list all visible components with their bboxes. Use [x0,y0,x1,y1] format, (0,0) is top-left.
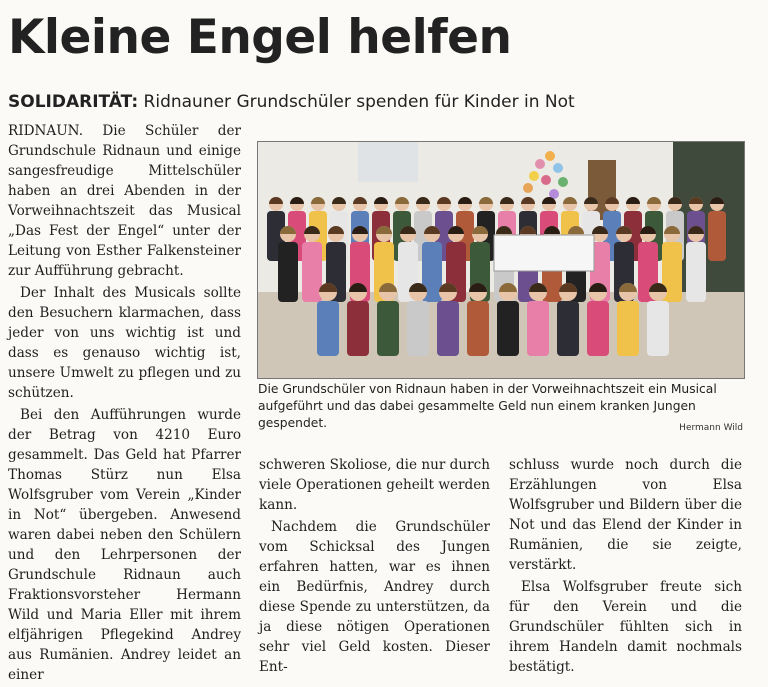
paragraph-intro: RIDNAUN. Die Schüler der Grundschule Ridnaun und einige sangesfreudige Mittelschüler haben an drei Abenden in der Vorweihnachtszeit das Musical „Das Fest der Engel“ unter der Leitung von Esther Falkensteiner zur Aufführung gebracht. [8,123,241,279]
paragraph: Nachdem die Grundschüler vom Schicksal des Jungen erfahren hatten, war es ihnen ein Bedürfnis, Andrey durch diese Spende zu unterstützen, da ja diese nötigen Operationen sehr viel Geld kosten. Dieser Ent- [259,519,490,675]
child-figure-body [708,211,726,261]
headline: Kleine Engel helfen [8,10,512,65]
child-figure-body [557,301,579,356]
article-column-2 [259,455,490,679]
paragraph: schluss wurde noch durch die Erzählungen von Elsa Wolfsgruber und Bildern über die Not und das Elend der Kinder in Rumänien, die sie zeigte, verstärkt. [509,457,742,573]
kicker: SOLIDARITÄT: [8,92,139,112]
child-figure-body [437,301,459,356]
paragraph: Der Inhalt des Musicals sollte den Besuchern klarmachen, dass jeder von uns wichtig ist und dass es genauso wichtig ist, unsere Umwelt zu pflegen und zu schützen. [8,285,241,401]
group-photo-illustration [258,142,744,378]
child-figure-body [407,301,429,356]
child-figure-body [278,242,298,302]
child-figure-body [647,301,669,356]
child-figure-body [467,301,489,356]
child-figure-body [302,242,322,302]
article-column-1 [8,121,241,687]
paragraph: Bei den Aufführungen wurde der Betrag von 4210 Euro gesammelt. Das Geld hat Pfarrer Thomas Stürz nun Elsa Wolfsgruber vom Verein „Kinder in Not“ übergeben. Anwesend waren dabei neben den Schülern und den Lehrpersonen der Grundschule Ridnaun auch Fraktionsvorsteher Hermann Wild und Maria Eller mit ihrem elfjährigen Pflegekind Andrey aus Rumänien. Andrey leidet an einer [8,407,241,683]
group-photo [257,141,745,379]
child-figure-body [377,301,399,356]
paragraph: schweren Skoliose, die nur durch viele Operationen geheilt werden kann. [259,457,490,513]
photo-caption: Die Grundschüler von Ridnaun haben in der Vorweihnachtszeit ein Musical aufgeführt und das dabei gesammelte Geld nun einem kranken Jungen gespendet. [258,382,717,430]
photo-credit: Hermann Wild [679,423,743,433]
child-figure-body [317,301,339,356]
child-figure-body [497,301,519,356]
child-figure-body [686,242,706,302]
child-figure-body [347,301,369,356]
child-figure-body [527,301,549,356]
subheadline-text: Ridnauner Grundschüler spenden für Kinder in Not [143,92,575,112]
child-figure-body [587,301,609,356]
subheadline [8,90,575,114]
paragraph: Elsa Wolfsgruber freute sich für den Verein und die Grundschüler fühlten sich in ihrem Handeln damit nochmals bestätigt. [509,579,742,675]
article-column-3 [509,455,742,679]
child-figure-body [617,301,639,356]
